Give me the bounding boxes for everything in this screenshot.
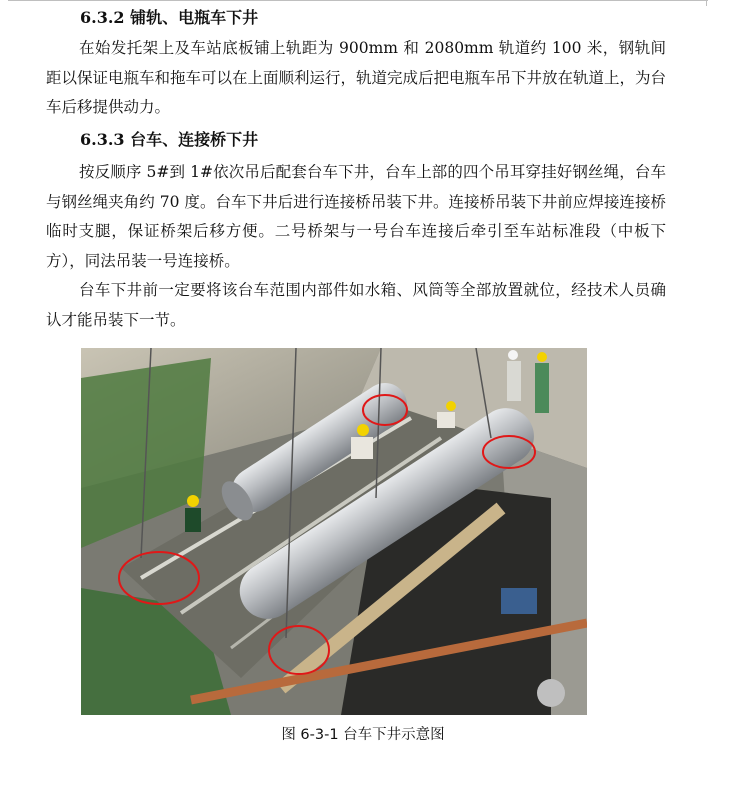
hydraulic-hose-coil [537,679,565,707]
figure-caption: 图 6-3-1 台车下井示意图 [281,727,445,743]
page-corner-mark [706,0,707,6]
section-6-3-2-paragraph [46,34,666,123]
paragraph-trolley-precheck: 台车下井前一定要将该台车范围内部件如水箱、风筒等全部放置就位，经技术人员确认才能吊装下一节。 [46,281,666,329]
section-6-3-2-number: 6.3.2 [80,8,125,27]
section-6-3-3-paragraphs [46,158,666,336]
paragraph-trolley-lowering: 按反顺序 5#到 1#依次吊后配套台车下井，台车上部的四个吊耳穿挂好钢丝绳，台车与钢丝绳夹角约 70 度。台车下井后进行连接桥吊装下井。连接桥吊装下井前应焊接连接桥临时支腿，保证桥架后移方便。二号桥架与一号台车连接后牵引至车站标准段（中板下方），同法吊装一号连接桥。 [46,163,666,270]
worker-1 [185,495,201,532]
section-6-3-2-heading [80,5,258,31]
section-6-3-3-title: 台车、连接桥下井 [130,130,259,149]
photo-illustration [81,348,587,715]
pump-unit [501,588,537,614]
section-6-3-3-number: 6.3.3 [80,130,125,149]
section-6-3-2-title: 铺轨、电瓶车下井 [130,8,259,27]
trolley-lowering-photo [81,348,587,715]
paragraph-rail-laying: 在始发托架上及车站底板铺上轨距为 900mm 和 2080mm 轨道约 100 米，钢轨间距以保证电瓶车和拖车可以在上面顺利运行，轨道完成后把电瓶车吊下井放在轨道上，为台车后移提供动力。 [46,39,667,117]
section-6-3-3-heading [80,127,258,153]
page-header-rule [8,0,708,1]
